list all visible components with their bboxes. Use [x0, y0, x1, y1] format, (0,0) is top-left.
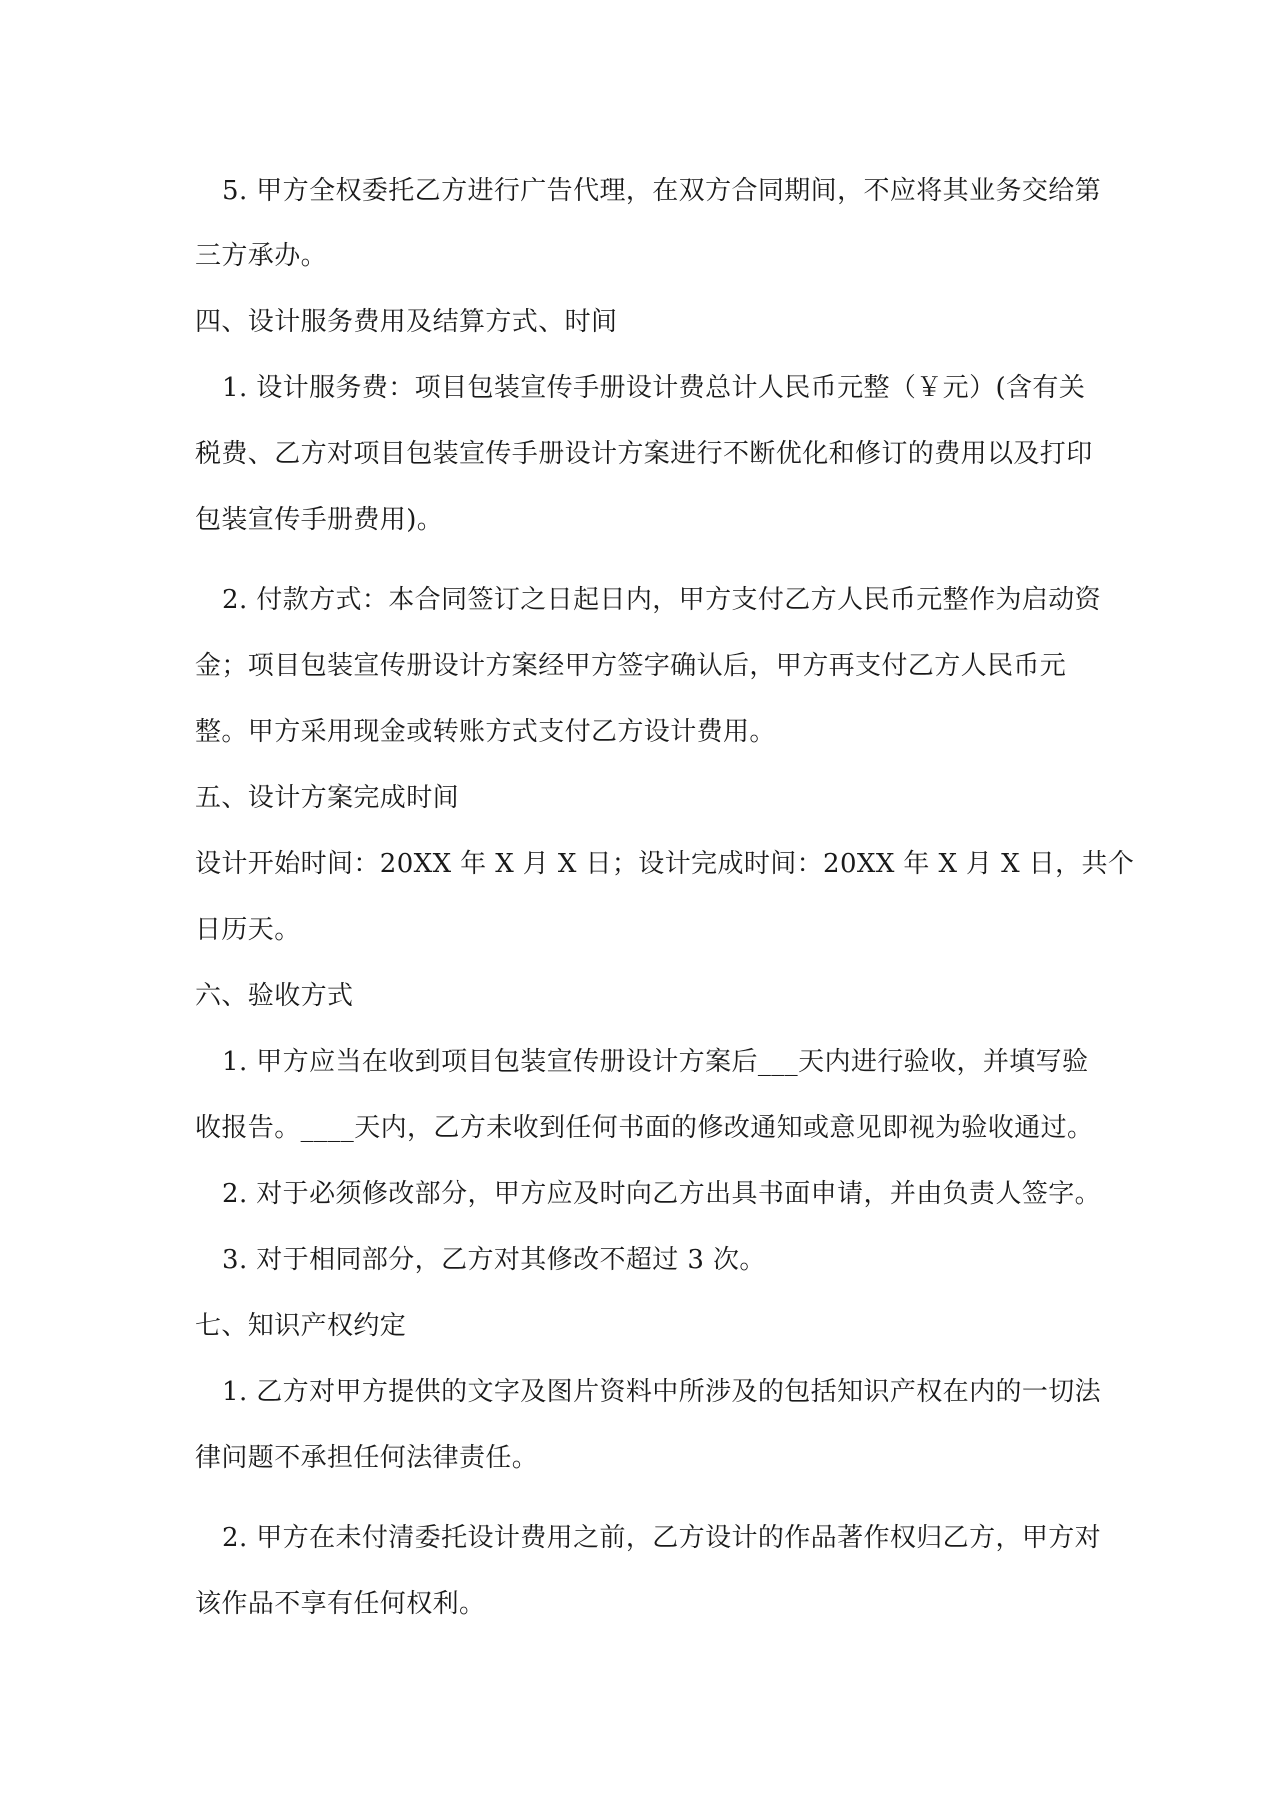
clause-line: 设计开始时间：20XX 年 X 月 X 日；设计完成时间：20XX 年 X 月 X 日，共个 — [195, 849, 1135, 879]
clause-line: 三方承办。 — [195, 241, 328, 271]
section-heading: 六、验收方式 — [195, 981, 354, 1011]
clause-line: 1. 甲方应当在收到项目包装宣传册设计方案后___天内进行验收，并填写验 — [222, 1047, 1089, 1077]
clause-line: 日历天。 — [195, 915, 301, 945]
section-heading: 四、设计服务费用及结算方式、时间 — [195, 307, 618, 337]
clause-line: 1. 设计服务费：项目包装宣传手册设计费总计人民币元整（￥元）(含有关 — [222, 373, 1086, 403]
section-heading: 七、知识产权约定 — [195, 1311, 407, 1341]
clause-line: 2. 付款方式：本合同签订之日起日内，甲方支付乙方人民币元整作为启动资 — [222, 585, 1102, 615]
clause-line: 金；项目包装宣传册设计方案经甲方签字确认后，甲方再支付乙方人民币元 — [195, 651, 1067, 681]
clause-line: 整。甲方采用现金或转账方式支付乙方设计费用。 — [195, 717, 776, 747]
clause-line: 2. 甲方在未付清委托设计费用之前，乙方设计的作品著作权归乙方，甲方对 — [222, 1523, 1102, 1553]
clause-line: 收报告。____天内，乙方未收到任何书面的修改通知或意见即视为验收通过。 — [195, 1113, 1094, 1143]
clause-line: 包装宣传手册费用)。 — [195, 505, 444, 535]
clause-line: 5. 甲方全权委托乙方进行广告代理，在双方合同期间，不应将其业务交给第 — [222, 176, 1102, 206]
clause-line: 律问题不承担任何法律责任。 — [195, 1443, 539, 1473]
section-heading: 五、设计方案完成时间 — [195, 783, 460, 813]
clause-line: 税费、乙方对项目包装宣传手册设计方案进行不断优化和修订的费用以及打印 — [195, 439, 1093, 469]
clause-line: 该作品不享有任何权利。 — [195, 1589, 486, 1619]
clause-line: 3. 对于相同部分，乙方对其修改不超过 3 次。 — [222, 1245, 766, 1275]
clause-line: 1. 乙方对甲方提供的文字及图片资料中所涉及的包括知识产权在内的一切法 — [222, 1377, 1102, 1407]
clause-line: 2. 对于必须修改部分，甲方应及时向乙方出具书面申请，并由负责人签字。 — [222, 1179, 1102, 1209]
